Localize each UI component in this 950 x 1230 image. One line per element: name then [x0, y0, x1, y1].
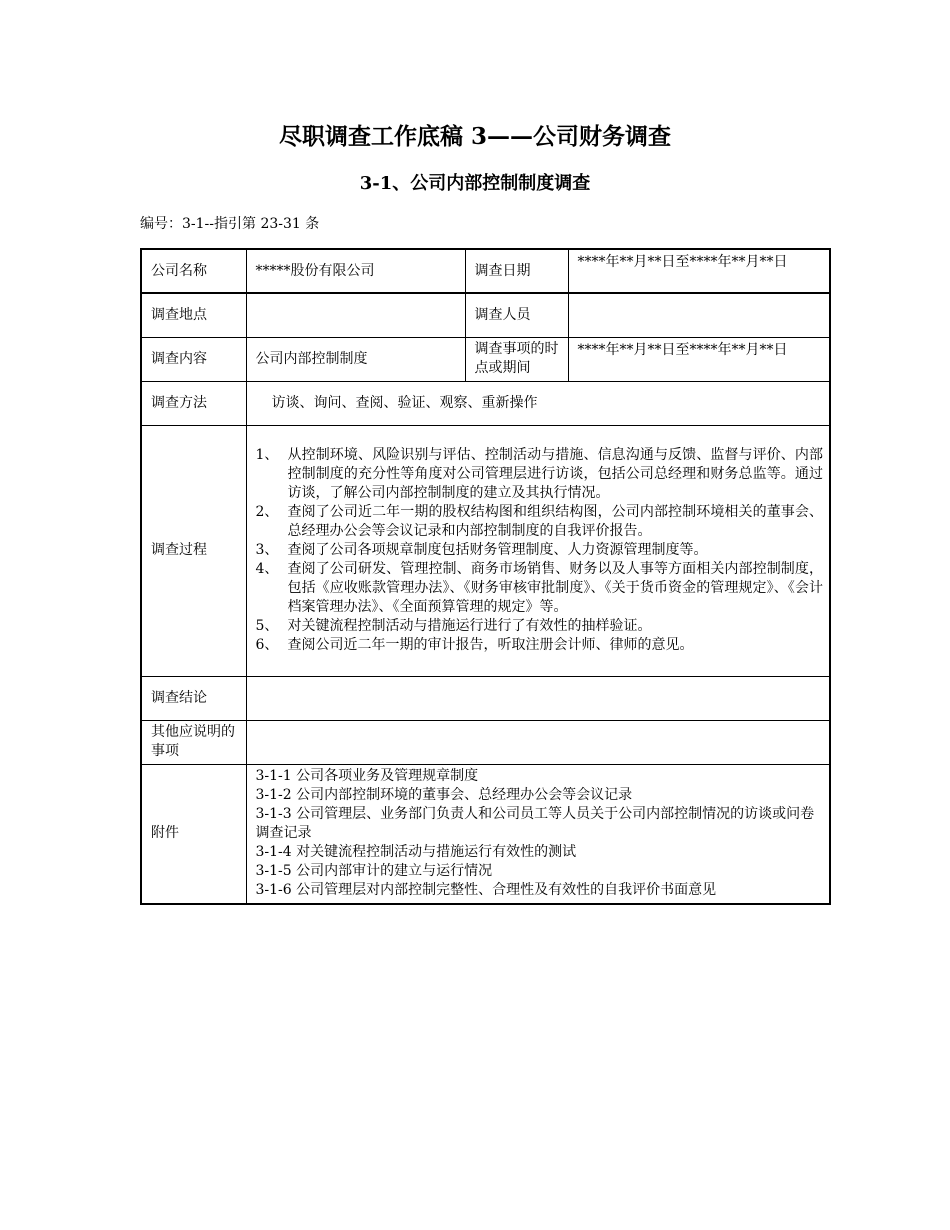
- survey-staff-label: 调查人员: [465, 293, 568, 337]
- survey-location-label: 调查地点: [141, 293, 246, 337]
- survey-staff-value: [568, 293, 830, 337]
- process-item-text: 查阅了公司近二年一期的股权结构图和组织结构图，公司内部控制环境相关的董事会、总经理办公会等会议记录和内部控制制度的自我评价报告。: [287, 504, 823, 539]
- section-title: 3-1、公司内部控制制度调查: [359, 173, 591, 194]
- survey-process-list: [256, 446, 824, 655]
- process-item: [256, 503, 824, 541]
- conclusion-value: [246, 676, 830, 720]
- survey-process-cell: [246, 425, 830, 676]
- row-attachments: [141, 764, 830, 904]
- row-other: [141, 720, 830, 764]
- process-item-text: 对关键流程控制活动与措施运行进行了有效性的抽样验证。: [287, 618, 652, 634]
- process-item: [256, 560, 824, 617]
- survey-method-cell: [246, 381, 830, 425]
- survey-location-value: [246, 293, 465, 337]
- process-item-text: 查阅了公司各项规章制度包括财务管理制度、人力资源管理制度等。: [287, 542, 708, 558]
- company-name-value: *****股份有限公司: [246, 249, 465, 293]
- survey-content-value: 公司内部控制制度: [246, 337, 465, 381]
- attachment-item: 3-1-3 公司管理层、业务部门负责人和公司员工等人员关于公司内部控制情况的访谈或问卷调查记录: [255, 806, 815, 842]
- survey-method-label: 调查方法: [141, 381, 246, 425]
- row-company: [141, 249, 830, 293]
- process-item-number: 2、: [255, 504, 279, 520]
- survey-table: [140, 248, 831, 905]
- process-item-text: 查阅公司近二年一期的审计报告，听取注册会计师、律师的意见。: [287, 637, 694, 653]
- process-item-number: 4、: [255, 561, 279, 577]
- process-item-number: 3、: [255, 542, 279, 558]
- survey-date-value: ****年**月**日至****年**月**日: [568, 249, 830, 293]
- process-item-number: 6、: [255, 637, 279, 653]
- row-location: [141, 293, 830, 337]
- process-item: [256, 541, 824, 560]
- row-method: [141, 381, 830, 425]
- survey-process-label: 调查过程: [141, 425, 246, 676]
- process-item-number: 5、: [255, 618, 279, 634]
- survey-content-label: 调查内容: [141, 337, 246, 381]
- survey-method-value: 访谈、询问、查阅、验证、观察、重新操作: [271, 394, 538, 411]
- process-item-text: 查阅了公司研发、管理控制、商务市场销售、财务以及人事等方面相关内部控制制度，包括《应收账款管理办法》、《财务审核审批制度》、《关于货币资金的管理规定》、《会计档案管理办法》、《全面预算管理的规定》等。: [287, 561, 823, 615]
- attachment-item: 3-1-2 公司内部控制环境的董事会、总经理办公会等会议记录: [255, 787, 633, 804]
- attachment-item: 3-1-5 公司内部审计的建立与运行情况: [255, 863, 493, 880]
- process-item: [256, 617, 824, 636]
- process-item: [256, 446, 824, 503]
- conclusion-label: 调查结论: [141, 676, 246, 720]
- row-conclusion: [141, 676, 830, 720]
- attachment-item: 3-1-1 公司各项业务及管理规章制度: [255, 768, 479, 785]
- process-item-number: 1、: [255, 447, 279, 463]
- survey-date-label: 调查日期: [465, 249, 568, 293]
- row-content: [141, 337, 830, 381]
- page-title: 尽职调查工作底稿 3——公司财务调查: [278, 123, 671, 150]
- company-name-label: 公司名称: [141, 249, 246, 293]
- other-matters-value: [246, 720, 830, 764]
- attachments-cell: [246, 764, 830, 904]
- row-process: [141, 425, 830, 676]
- process-item-text: 从控制环境、风险识别与评估、控制活动与措施、信息沟通与反馈、监督与评价、内部控制制度的充分性等角度对公司管理层进行访谈，包括公司总经理和财务总监等。通过访谈，了解公司内部控制制度的建立及其执行情况。: [287, 447, 823, 501]
- survey-period-value: ****年**月**日至****年**月**日: [568, 337, 830, 381]
- other-matters-label: 其他应说明的事项: [141, 720, 246, 764]
- survey-period-label: 调查事项的时点或期间: [465, 337, 568, 381]
- attachment-item: 3-1-4 对关键流程控制活动与措施运行有效性的测试: [255, 844, 577, 861]
- document-number: 编号：3-1--指引第 23-31 条: [140, 216, 320, 232]
- attachment-item: 3-1-6 公司管理层对内部控制完整性、合理性及有效性的自我评价书面意见: [255, 882, 717, 899]
- process-item: [256, 636, 824, 655]
- attachments-label: 附件: [141, 764, 246, 904]
